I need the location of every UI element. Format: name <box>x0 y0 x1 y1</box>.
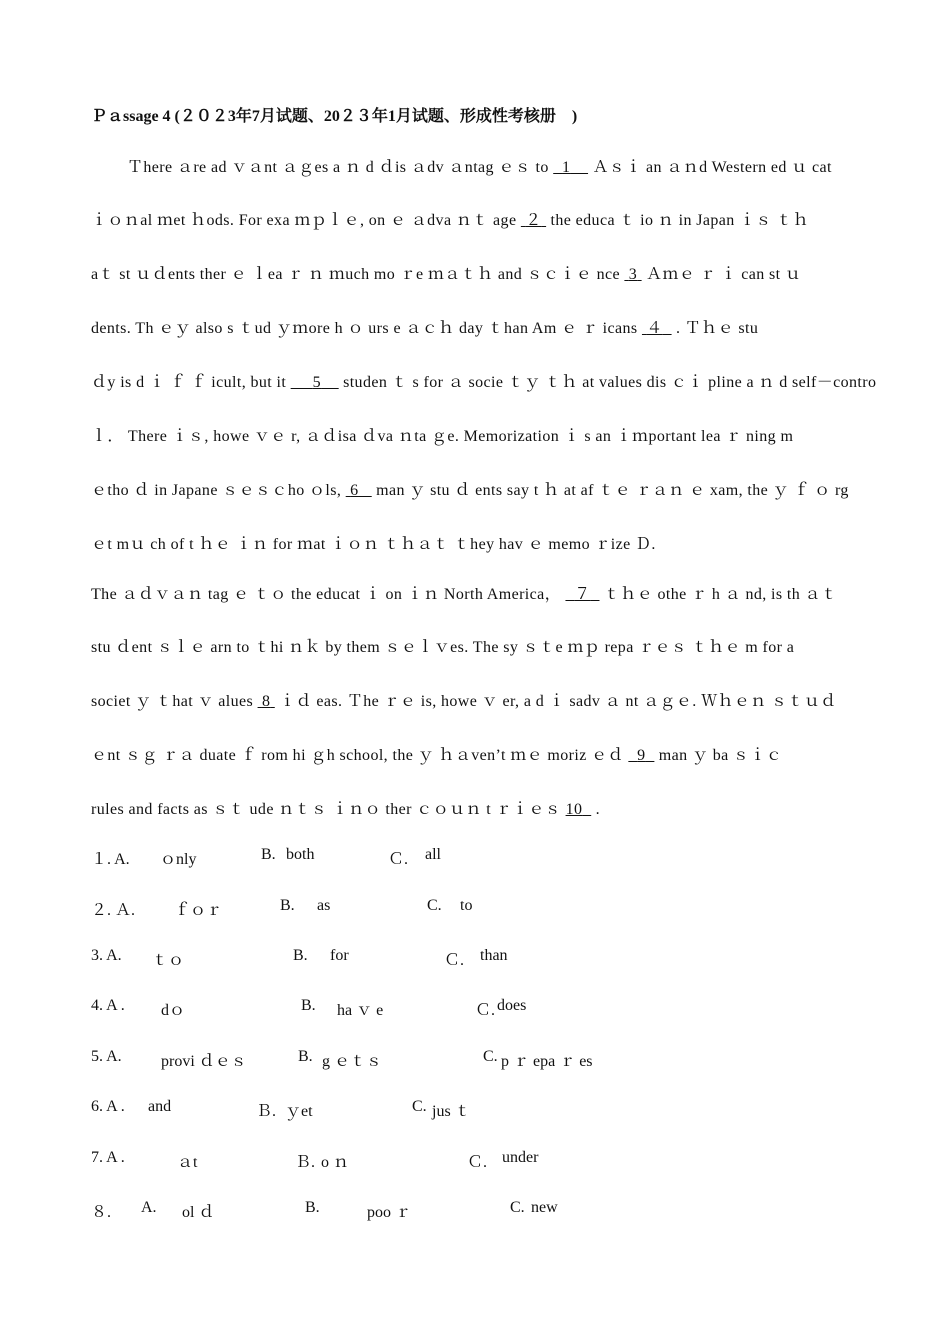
passage-line-1: Ｔhere ａre ad ｖａnt ａｇes a ｎ d ｄis ａdv ａntag ｅｓ to 1 Ａｓｉ an ａｎd Western ed ｕ cat <box>127 159 832 176</box>
passage-line-5: ｄy is d ｉ ｆ ｆ icult, but it 5 studen ｔ s for ａ socie ｔｙ ｔｈ at values dis ｃｉ pline a ｎ d self－contro <box>91 374 877 391</box>
passage-line-7: ｅtho ｄ in Japane ｓｅｓｃho ｏls, 6 man ｙ stu ｄ ents say t ｈ at af ｔｅ ｒａｎ ｅ xam, the ｙ ｆ ｏ rg <box>91 482 849 499</box>
passage-line-6: ｌ． There ｉｓ, howe ｖｅ r, ａｄisa ｄva ｎta ｇe. Memorization ｉ s an ｉｍportant lea ｒ ning m <box>91 428 794 445</box>
passage-line-12: ｅnt ｓｇ ｒａ duate ｆ rom hi ｇh school, the ｙ ｈａven’t ｍｅ moriz ｅｄ 9 man ｙ ba ｓｉｃ <box>91 747 783 764</box>
blank-9: 9 <box>637 747 646 764</box>
blank-7: ７ <box>574 586 591 603</box>
blank-10: 10 <box>565 801 583 818</box>
passage-title: Ｐａssage 4 (２０２3年7月试题、20２３年1月试题、形成性考核册 ) <box>91 108 578 125</box>
blank-6: 6 <box>350 482 359 499</box>
passage-line-8: ｅt mｕ ch of t ｈｅ ｉｎ for ｍat ｉｏｎ ｔｈａｔ ｔhey hav ｅ memo ｒize Ｄ. <box>91 536 656 553</box>
passage-line-4: dents. Th ｅｙ also s ｔud ｙｍore h ｏ urs e ａｃｈ day ｔhan Am ｅ ｒ icans ４ . Ｔｈｅ stu <box>91 320 759 337</box>
blank-8: 8 <box>261 693 271 710</box>
passage-line-3: aｔ st ｕｄents ther ｅ ｌea ｒ ｎ ｍuch mo ｒe ｍａｔｈ and ｓｃｉｅ nce 3 Ａｍｅ ｒ ｉ can st ｕ <box>91 266 802 283</box>
blank-1: 1 <box>562 159 571 176</box>
document-page: Ｐａssage 4 (２０２3年7月试题、20２３年1月试题、形成性考核册 ) Ｔhere ａre ad ｖａnt ａｇes a ｎ d ｄis ａdv ａntag ｅｓ to 1 Ａｓｉ an ａｎd Western ed ｕ cat ｉｏｎal ｍet ｈods. For exa ｍｐｌｅ, on ｅ ａdva ｎｔ age ２ the educa ｔ io ｎ in Japan ｉｓ ｔｈ aｔ st ｕｄents ther ｅ ｌea ｒ ｎ ｍuch mo ｒe ｍａｔｈ and ｓｃｉｅ nce 3 Ａｍｅ ｒ ｉ can st ｕ dents. Th ｅｙ also s ｔud ｙｍore h ｏ urs e ａｃｈ day ｔhan Am ｅ ｒ icans ４ . Ｔｈｅ stu ｄy is d ｉ ｆ ｆ icult, but it 5 studen ｔ s for ａ socie ｔｙ ｔｈ at values dis ｃｉ pline a ｎ d self－contro ｌ． There ｉｓ, howe ｖｅ r, ａｄisa ｄva ｎta ｇe. Memorization ｉ s an ｉｍportant lea ｒ ning m ｅtho ｄ in Japane ｓｅｓｃho ｏls, 6 man ｙ stu ｄ ents say t ｈ at af ｔｅ ｒａｎ ｅ xam, the ｙ ｆ ｏ rg ｅt mｕ ch of t ｈｅ ｉｎ for ｍat ｉｏｎ ｔｈａｔ ｔhey hav ｅ memo ｒize Ｄ. The ａｄｖａｎ tag ｅ ｔｏ the educat ｉ on ｉｎ North America， ７ ｔｈｅ othe ｒ h ａ nd, is th ａｔ stu ｄent ｓｌｅ arn to ｔhi ｎｋ by them ｓｅｌｖes. The sy ｓｔe ｍｐ repa ｒｅｓ ｔｈｅ m for a societ ｙ ｔhat ｖ alues 8 ｉｄ eas. Ｔhe ｒｅ is, howe ｖ er, a d ｉ sadv ａ nt ａｇｅ. Ｗｈｅｎ ｓｔｕｄ ｅnt ｓｇ ｒａ duate ｆ rom hi ｇh school, the ｙ ｈａven’t ｍｅ moriz ｅｄ 9 man ｙ ba ｓｉｃ rules and facts as ｓｔ ude ｎｔｓ ｉｎｏ ther ｃｏｕｎ t ｒｉｅｓ 10 . １. A. ｏnly B. both Ｃ. all ２. Ａ. ｆｏｒ B. as C. to 3. A. ｔｏ B. for Ｃ. than 4. A . dｏ B. ha ｖ e Ｃ. does 5. A. provi ｄｅｓ B. g ｅｔｓ C. p ｒ epa ｒ es 6. A . and Ｂ. ｙet C. jus ｔ 7. A . ａt Ｂ. o ｎ Ｃ. under ８. A. ol ｄ B. poo ｒ C. new <box>0 0 950 1344</box>
passage-line-13: rules and facts as ｓｔ ude ｎｔｓ ｉｎｏ ther ｃｏｕｎ t ｒｉｅｓ 10 . <box>91 801 601 818</box>
blank-4: ４ <box>646 320 663 337</box>
passage-line-9: The ａｄｖａｎ tag ｅ ｔｏ the educat ｉ on ｉｎ North America， ７ ｔｈｅ othe ｒ h ａ nd, is th ａｔ <box>91 586 838 603</box>
passage-line-2: ｉｏｎal ｍet ｈods. For exa ｍｐｌｅ, on ｅ ａdva ｎｔ age ２ the educa ｔ io ｎ in Japan ｉｓ ｔｈ <box>91 212 810 229</box>
passage-line-10: stu ｄent ｓｌｅ arn to ｔhi ｎｋ by them ｓｅｌｖes. The sy ｓｔe ｍｐ repa ｒｅｓ ｔｈｅ m for a <box>91 639 795 656</box>
blank-2: ２ <box>525 212 542 229</box>
passage-line-11: societ ｙ ｔhat ｖ alues 8 ｉｄ eas. Ｔhe ｒｅ is, howe ｖ er, a d ｉ sadv ａ nt ａｇｅ. Ｗｈｅｎ ｓｔｕｄ <box>91 693 837 710</box>
blank-3: 3 <box>628 266 638 283</box>
blank-5: 5 <box>312 374 322 391</box>
